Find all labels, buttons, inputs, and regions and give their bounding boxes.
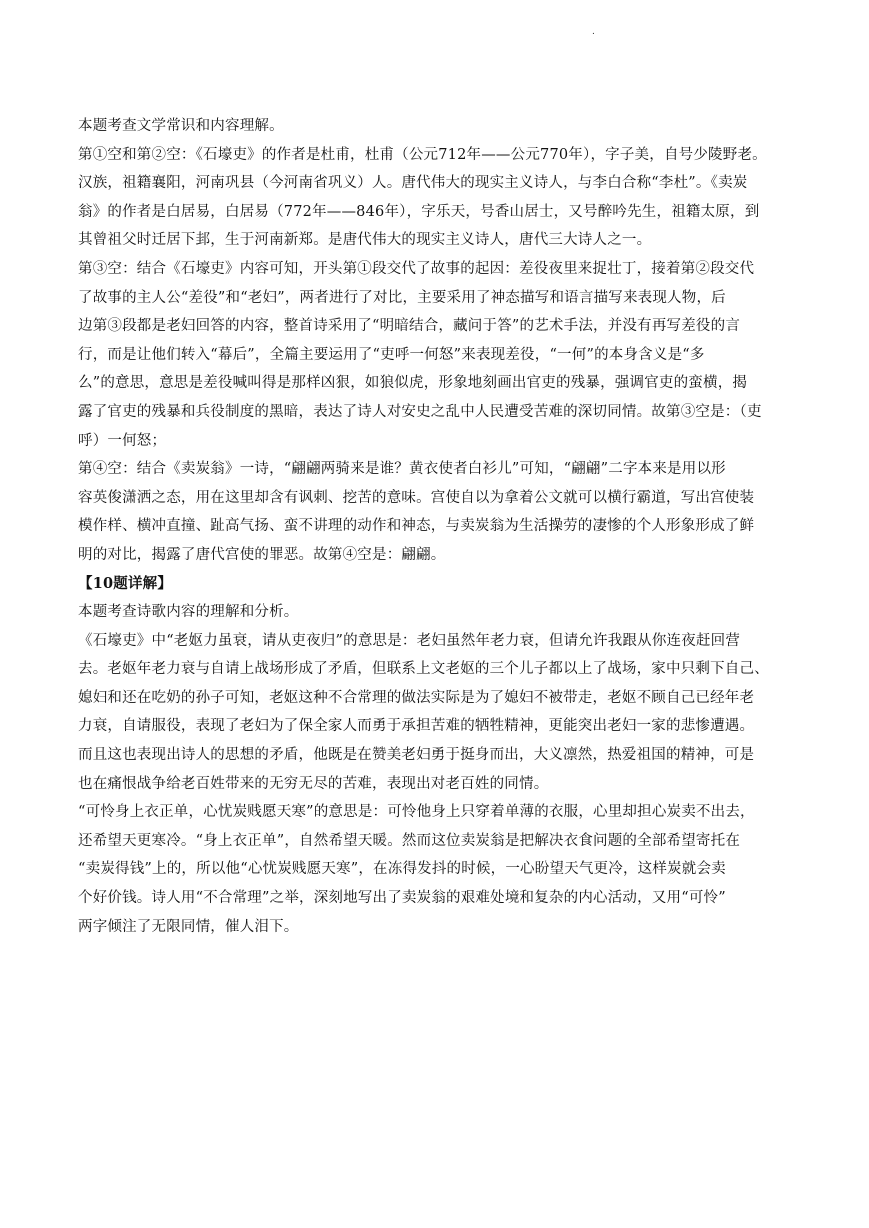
paragraph-line: 第④空：结合《卖炭翁》一诗，“翩翩两骑来是谁？黄衣使者白衫儿”可知，“翩翩”二字本来是用以形 [78,461,726,478]
paragraph-line: 两字倾注了无限同情，催人泪下。 [78,918,299,935]
paragraph-line: 媳妇和还在吃奶的孙子可知，老妪这种不合常理的做法实际是为了媳妇不被带走，老妪不顾自己已经年老 [78,689,755,706]
paragraph-line: 了故事的主人公“差役”和“老妇”，两者进行了对比，主要采用了神态描写和语言描写来表现人物，后 [78,289,726,306]
paragraph-line: 还希望天更寒冷。“身上衣正单”，自然希望天暖。然而这位卖炭翁是把解决衣食问题的全部希望寄托在 [78,832,741,849]
paragraph-line: 个好价钱。诗人用“不合常理”之举，深刻地写出了卖炭翁的艰难处境和复杂的内心活动，又用“可怜” [78,890,726,907]
paragraph-line: 边第③段都是老妇回答的内容，整首诗采用了“明暗结合，藏问于答”的艺术手法，并没有再写差役的言 [78,318,741,335]
paragraph-line: 也在痛恨战争给老百姓带来的无穷无尽的苦难，表现出对老百姓的同情。 [78,775,549,792]
paragraph-line: 力衰，自请服役，表现了老妇为了保全家人而勇于承担苦难的牺牲精神，更能突出老妇一家的悲惨遭遇。 [78,718,755,735]
paragraph-line: 本题考查诗歌内容的理解和分析。 [78,604,299,621]
paragraph-line: 本题考查文学常识和内容理解。 [78,118,284,134]
paragraph-line: 去。老妪年老力衰与自请上战场形成了矛盾，但联系上文老妪的三个儿子都以上了战场，家中只剩下自己、 [78,661,769,678]
paragraph-line: 翁》的作者是白居易，白居易（772年——846年），字乐天，号香山居士，又号醉吟先生，祖籍太原，到 [78,203,760,220]
document-body [78,112,798,941]
paragraph-line: 呼）一何怒； [78,432,167,449]
paragraph-line: 《石壕吏》中“老妪力虽衰，请从吏夜归”的意思是：老妇虽然年老力衰，但请允许我跟从你连夜赶回营 [78,632,741,649]
paragraph-line: 第③空：结合《石壕吏》内容可知，开头第①段交代了故事的起因：差役夜里来捉壮丁，接着第②段交代 [78,260,755,277]
paragraph-line: 容英俊潇洒之态，用在这里却含有讽刺、挖苦的意味。宫使自以为拿着公文就可以横行霸道，写出宫使装 [78,489,755,506]
paragraph-line: 而且这也表现出诗人的思想的矛盾，他既是在赞美老妇勇于挺身而出，大义凛然，热爱祖国的精神，可是 [78,747,755,764]
paragraph-line: 露了官吏的残暴和兵役制度的黑暗，表达了诗人对安史之乱中人民遭受苦难的深切同情。故第③空是：（吏 [78,403,762,420]
paragraph-line: 模作样、横冲直撞、趾高气扬、蛮不讲理的动作和神态，与卖炭翁为生活操劳的凄惨的个人形象形成了鲜 [78,518,755,535]
header-mark: . [592,27,595,37]
paragraph-line: “卖炭得钱”上的，所以他“心忧炭贱愿天寒”，在冻得发抖的时候，一心盼望天气更冷，这样炭就会卖 [78,861,726,878]
paragraph-line: 明的对比，揭露了唐代宫使的罪恶。故第④空是：翩翩。 [78,546,446,563]
paragraph-line: 其曾祖父时迁居下邽，生于河南新郑。是唐代伟大的现实主义诗人，唐代三大诗人之一。 [78,232,652,249]
paragraph-line: 第①空和第②空：《石壕吏》的作者是杜甫，杜甫（公元712年——公元770年），字子美，自号少陵野老。 [78,146,767,163]
section-heading: 【10题详解】 [78,574,173,592]
paragraph-line: “可怜身上衣正单，心忧炭贱愿天寒”的意思是：可怜他身上只穿着单薄的衣服，心里却担心炭卖不出去， [78,804,755,821]
paragraph-line: 行，而是让他们转入“幕后”，全篇主要运用了“吏呼一何怒”来表现差役，“一何”的本身含义是“多 [78,346,705,363]
paragraph-line: 么”的意思，意思是差役喊叫得是那样凶狠，如狼似虎，形象地刻画出官吏的残暴，强调官吏的蛮横，揭 [78,375,748,392]
paragraph-line: 汉族，祖籍襄阳，河南巩县（今河南省巩义）人。唐代伟大的现实主义诗人，与李白合称“李杜”。《卖炭 [78,175,748,192]
